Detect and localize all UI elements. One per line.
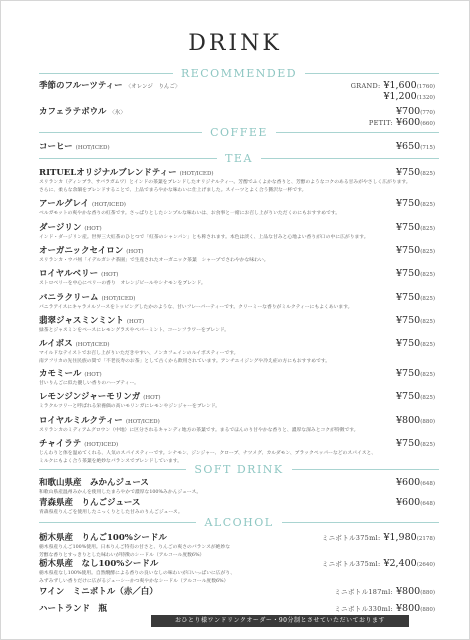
item-description: ミルクにもよく合う茶葉を絶妙なバランスでブレンドしています。 <box>39 459 182 464</box>
item-price: ¥800(880) <box>396 415 435 426</box>
divider-line <box>39 522 196 523</box>
divider-line <box>39 132 202 133</box>
menu-title: DRINK <box>188 31 282 56</box>
item-name: バニラクリーム (HOT/ICED) <box>39 293 136 303</box>
section-coffee <box>39 126 439 139</box>
section-soft-drink <box>39 463 439 476</box>
divider-line <box>261 158 439 159</box>
divider-line <box>276 132 439 133</box>
tax-included-price: (1320) <box>416 95 435 101</box>
menu-item-mikan-juice <box>39 476 435 496</box>
item-name: オーガニックセイロン (HOT) <box>39 246 144 256</box>
section-label: SOFT DRINK <box>194 463 284 476</box>
item-price: ¥600(648) <box>396 477 435 488</box>
item-price: ¥600(648) <box>396 497 435 508</box>
item-description: バニラアイスにキャラメルソースをトッピングしたかのような、甘いフレーバーティーです。クリーミーな香りがミルクティーにもよくあいます。 <box>39 305 353 310</box>
item-price: ¥750(825) <box>396 368 435 379</box>
item-price: ¥750(825) <box>396 438 435 449</box>
tax-included-price: (648) <box>420 481 435 487</box>
menu-item-rooibos <box>39 337 435 365</box>
tax-included-price: (825) <box>420 442 435 448</box>
item-price: ¥750(825) <box>396 245 435 256</box>
price-prefix: ミニボトル375ml: <box>321 534 381 542</box>
menu-item-royal-milk-tea <box>39 414 435 434</box>
menu-item-apple-juice <box>39 496 435 516</box>
menu-item-coffee <box>39 140 435 152</box>
item-tag: (HOT/ICED) <box>75 342 110 348</box>
item-name: アールグレイ (HOT/ICED) <box>39 199 126 209</box>
price-prefix: PETIT: <box>368 119 394 127</box>
item-name: ダージリン (HOT) <box>39 223 102 233</box>
item-name: 季節のフルーツティー 〈オレンジ りんご〉 <box>39 81 181 91</box>
section-alcohol <box>39 516 439 529</box>
menu-item-chamomile <box>39 367 435 387</box>
item-description: スリランカのミディアムグロウン（中地）に区分されるキャンディ地方の茶葉です。まるでほんのり甘やかな香りと、濃厚な深みとコクが特徴です。 <box>39 428 359 433</box>
price-prefix: ミニボトル330ml: <box>334 605 394 613</box>
menu-item-jade-jasmine-mint <box>39 314 435 334</box>
item-price: ¥750(825) <box>396 338 435 349</box>
tax-included-price: (770) <box>420 110 435 116</box>
one-drink-notice: おひとり様ワンドリンクオーダー・90分制とさせていただいております <box>151 615 409 627</box>
tax-included-price: (825) <box>420 372 435 378</box>
tax-included-price: (880) <box>420 419 435 425</box>
item-description: ベルガモットの爽やかな香りの紅茶です。さっぱりとしたシンプルな味わいは、お食事と一緒にお召し上がりいただくのにもおすすめです。 <box>39 211 341 216</box>
item-description: ストロベリーを中心にベリーの香り オレンジピールやシナモンをブレンド。 <box>39 281 206 286</box>
item-price: ¥750(825) <box>396 198 435 209</box>
item-description: マイルドなテイストでお召し上がりいただきやすい、ノンカフェインのルイボスティーです。 <box>39 351 239 356</box>
item-tag: (HOT) <box>84 226 102 232</box>
item-description: スリランカ・ウバ州「イデルガシナ茶園」で生産されたオーガニック茶葉 シャープでさわやかな味わい。 <box>39 258 269 263</box>
menu-item-organic-ceylon <box>39 244 435 264</box>
tax-included-price: (825) <box>420 319 435 325</box>
item-description: さらに、柔らな余韻をブレンドすることで、上品でまろやかな味わいに仕上げました。スイーツとよく合う贅沢な一杯です。 <box>39 188 307 193</box>
item-tag: (HOT/ICED) <box>125 419 160 425</box>
item-name: ワイン ミニボトル（赤／白） <box>39 587 158 597</box>
item-price: ¥750(825) <box>396 315 435 326</box>
item-description: ミラクルツリーと呼ばれる栄養価の高いモリンガにレモンやジンジャーをブレンド。 <box>39 404 221 409</box>
item-name: ハートランド 瓶 <box>39 604 108 614</box>
item-name: 青森県産 りんごジュース <box>39 498 141 508</box>
menu-item-wine <box>39 585 435 597</box>
item-description: 南アフリカの先住民族の間で「不老長寿のお茶」として古くから飲用されています。アンチエイジングや冷え症の方にもおすすめです。 <box>39 359 331 364</box>
item-tag: (HOT) <box>126 249 144 255</box>
tax-included-price: (880) <box>420 607 435 613</box>
item-price: ¥750(825) <box>396 268 435 279</box>
divider-line <box>39 158 217 159</box>
menu-item-chai-latte <box>39 437 435 465</box>
item-name: 栃木県産 なし100%シードル <box>39 559 159 569</box>
price-prefix: ミニボトル187ml: <box>334 588 394 596</box>
item-price: ¥750(825) <box>396 222 435 233</box>
item-tag: (HOT/ICED) <box>179 171 214 177</box>
menu-item-seasonal-fruit-tea <box>39 79 435 102</box>
item-tag: 〈氷〉 <box>109 110 126 116</box>
divider-line <box>282 522 439 523</box>
tax-included-price: (825) <box>420 226 435 232</box>
item-name: ロイヤルミルクティー (HOT/ICED) <box>39 416 160 426</box>
item-price: ¥750(825) <box>396 167 435 178</box>
divider-line <box>305 73 439 74</box>
tax-included-price: (825) <box>420 296 435 302</box>
item-price: ミニボトル375ml: ¥2,400(2640) <box>321 558 435 569</box>
item-description: 栃木県産なし100%使用。自然醗酵による香りの良いなしの味わいが口いっぱいに広がり、 <box>39 571 235 576</box>
item-name: レモンジンジャーモリンガ (HOT) <box>39 392 161 402</box>
tax-included-price: (2178) <box>416 536 435 542</box>
item-price: ミニボトル375ml: ¥1,980(2178) <box>321 532 435 543</box>
item-name: ルイボス (HOT/ICED) <box>39 339 110 349</box>
price-prefix: GRAND: <box>350 82 381 90</box>
item-name: カフェラテボウル 〈氷〉 <box>39 107 126 117</box>
item-name: RITUELオリジナルブレンドティー (HOT/ICED) <box>39 168 214 178</box>
price-prefix: ミニボトル375ml: <box>321 560 381 568</box>
item-name: 和歌山県産 みかんジュース <box>39 478 149 488</box>
section-tea <box>39 152 439 165</box>
item-price: ¥750(825) <box>396 292 435 303</box>
item-description: 甘いりんごに似た優しい香りのハーブティー。 <box>39 381 139 386</box>
item-price: ¥650(715) <box>396 141 435 152</box>
item-tag: (HOT/ICED) <box>91 202 126 208</box>
item-description: インド・ダージリン産。世界三大紅茶のひとつで「紅茶のシャンパン」とも称されます。本色は淡く、上品な甘みと心地よい香りが口の中に広がります。 <box>39 235 369 240</box>
item-name: ロイヤルベリー (HOT) <box>39 269 119 279</box>
item-tag: (HOT/ICED) <box>101 296 136 302</box>
item-tag: (HOT/ICED) <box>75 145 110 151</box>
menu-item-vanilla-cream <box>39 291 435 311</box>
tax-included-price: (825) <box>420 342 435 348</box>
tax-included-price: (825) <box>420 272 435 278</box>
tax-included-price: (825) <box>420 249 435 255</box>
menu-item-pear-cider <box>39 557 435 585</box>
item-price: ミニボトル330ml: ¥800(880) <box>334 603 435 614</box>
tax-included-price: (715) <box>420 145 435 151</box>
item-name: 栃木県産 りんご100%シードル <box>39 533 167 543</box>
item-tag: (HOT/ICED) <box>84 442 119 448</box>
menu-item-lemon-ginger-moringa <box>39 390 435 410</box>
menu-item-apple-cider <box>39 531 435 559</box>
menu-item-royal-berry <box>39 267 435 287</box>
item-description: 和歌山県産温州みかんを使用したまろやかで濃厚な100%みかんジュース。 <box>39 490 202 495</box>
item-description: みずみずしい香りだけに広がるジューシーかつ爽やかなシードル（アルコール度数6%） <box>39 579 229 584</box>
tax-included-price: (2640) <box>416 562 435 568</box>
item-price-grand: GRAND: ¥1,600(1760) <box>350 80 435 91</box>
item-description: 緑茶とジャスミンをベースにレモングラスやペパーミント、コーンフラワーをブレンド。 <box>39 328 230 333</box>
item-price: ¥700(770) <box>396 106 435 117</box>
item-description: スリランカ（ディンブラ、サバラガムワ）とインドの茶葉をブレンドしたオリジナルティー。芳醇でふくよかな香りと、芳醇のようなコクのある甘みがやさしく広がります。 <box>39 180 411 185</box>
divider-line <box>292 469 439 470</box>
tax-included-price: (1760) <box>416 84 435 90</box>
item-price: ¥750(825) <box>396 391 435 402</box>
tax-included-price: (825) <box>420 395 435 401</box>
item-name: コーヒー (HOT/ICED) <box>39 142 110 152</box>
section-label: COFFEE <box>210 126 268 139</box>
item-tag: (HOT) <box>84 372 102 378</box>
divider-line <box>39 73 173 74</box>
tax-included-price: (648) <box>420 501 435 507</box>
menu-item-darjeeling <box>39 221 435 241</box>
menu-item-cafe-latte-bowl <box>39 105 435 128</box>
item-tag: (HOT) <box>126 319 145 325</box>
item-tag: (HOT) <box>143 395 161 401</box>
section-label: RECOMMENDED <box>180 67 298 80</box>
menu-item-rituel-blend-tea <box>39 166 435 194</box>
item-price: ミニボトル187ml: ¥800(880) <box>334 586 435 597</box>
tax-included-price: (825) <box>420 171 435 177</box>
item-name: カモミール (HOT) <box>39 369 102 379</box>
menu-item-heartland <box>39 602 435 614</box>
item-description: 芳醇な香りとすっきりとした味わいが特徴のシードル（アルコール度数6%） <box>39 553 205 558</box>
tax-included-price: (880) <box>420 590 435 596</box>
divider-line <box>39 469 186 470</box>
tax-included-price: (660) <box>420 121 435 127</box>
menu-item-earl-grey <box>39 197 435 217</box>
item-name: チャイラテ (HOT/ICED) <box>39 439 119 449</box>
item-tag: (HOT) <box>101 272 119 278</box>
item-price-petit: PETIT: ¥600(660) <box>368 117 435 128</box>
item-price-regular: ¥1,200(1320) <box>383 91 435 102</box>
tax-included-price: (825) <box>420 202 435 208</box>
item-description: 青森県産りんごを使用したこっくりとした甘みのりんごジュース。 <box>39 510 183 515</box>
item-description: 栃木県産りんご100%使用。日本りんご特有の甘さと、りんごの爽さのバランスが絶妙な <box>39 545 231 550</box>
section-label: TEA <box>225 152 253 165</box>
item-name: 翡翠ジャスミンミント (HOT) <box>39 316 145 326</box>
item-description: じんわりと体を温めてくれる、人気のスパイスティーです。シナモン、ジンジャー、クローブ、ナツメグ、カルダモン、ブラックペッパーなどのスパイスと、 <box>39 451 377 456</box>
section-label: ALCOHOL <box>204 516 274 529</box>
item-tag: 〈オレンジ りんご〉 <box>125 84 181 90</box>
